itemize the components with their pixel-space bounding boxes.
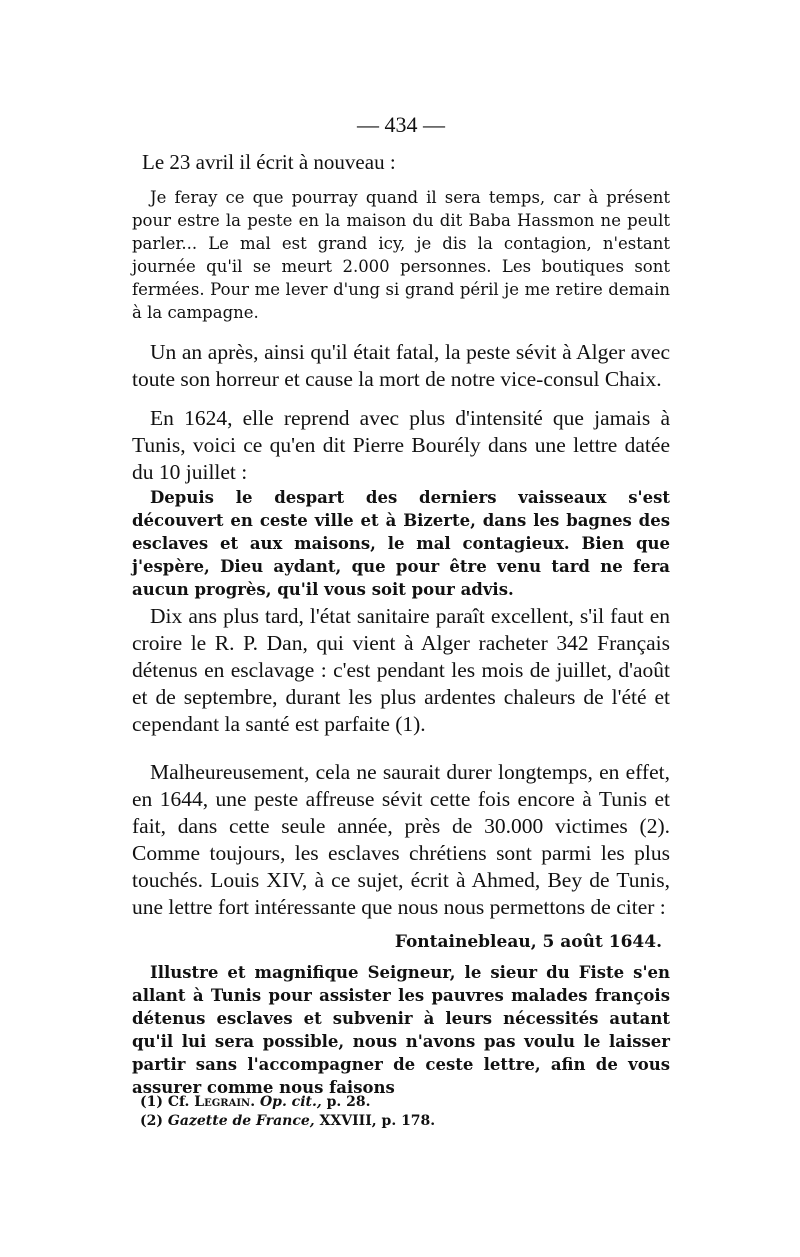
footnote-page: XXVIII, p. 178. bbox=[319, 1113, 436, 1129]
footnotes bbox=[140, 1093, 435, 1131]
paragraph-dan-visit: Dix ans plus tard, l'état sanitaire paraît excellent, s'il faut en croire le R. P. Dan, qui vient à Alger racheter 342 Français détenus en esclavage : c'est pendant les mois de juillet, d'août et de septembre, durant les plus ardentes chaleurs de l'été et cependant la santé est parfaite (1). bbox=[132, 604, 670, 736]
footnote-number: (1) bbox=[140, 1094, 163, 1110]
letter-dateline: Fontainebleau, 5 août 1644. bbox=[394, 932, 662, 952]
footnote-author: Legrain. bbox=[194, 1094, 256, 1110]
footnote-work: Gazette de France, bbox=[167, 1113, 315, 1129]
page-number: — 434 — bbox=[357, 112, 445, 137]
footnote-number: (2) bbox=[140, 1113, 163, 1129]
paragraph-tunis-1624: En 1624, elle reprend avec plus d'intensité que jamais à Tunis, voici ce qu'en dit Pierre Bourély dans une lettre datée du 10 juillet : bbox=[132, 406, 670, 484]
footnote-1 bbox=[140, 1093, 435, 1112]
footnote-page: p. 28. bbox=[326, 1094, 371, 1110]
paragraph-alger-plague: Un an après, ainsi qu'il était fatal, la peste sévit à Alger avec toute son horreur et cause la mort de notre vice-consul Chaix. bbox=[132, 340, 670, 391]
quote-letter-july: Depuis le despart des derniers vaisseaux s'est découvert en ceste ville et à Bizerte, dans les bagnes des esclaves et aux maisons, le mal contagieux. Bien que j'espère, Dieu aydant, que pour être venu tard ne fera aucun progrès, qu'il vous soit pour advis. bbox=[132, 488, 670, 599]
paragraph-1644-plague: Malheureusement, cela ne saurait durer longtemps, en effet, en 1644, une peste affreuse sévit cette fois encore à Tunis et fait, dans cette seule année, près de 30.000 victimes (2). Comme toujours, les esclaves chrétiens sont parmi les plus touchés. Louis XIV, à ce sujet, écrit à Ahmed, Bey de Tunis, une lettre fort intéressante que nous nous permettons de citer : bbox=[132, 760, 670, 919]
footnote-2 bbox=[140, 1112, 435, 1131]
footnote-work: Op. cit., bbox=[259, 1094, 322, 1110]
quote-louis-xiv-letter: Illustre et magnifique Seigneur, le sieur du Fiste s'en allant à Tunis pour assister les pauvres malades françois détenus esclaves et subvenir à leurs nécessités autant qu'il lui sera possible, nous n'avons pas voulu le laisser partir sans l'accompagner de ceste lettre, afin de vous assurer comme nous faisons bbox=[132, 963, 670, 1097]
footnote-prefix: Cf. bbox=[167, 1094, 190, 1110]
quote-letter-april: Je feray ce que pourray quand il sera temps, car à présent pour estre la peste en la maison du dit Baba Hassmon ne peult parler... Le mal est grand icy, je dis la contagion, n'estant journée qu'il se meurt 2.000 personnes. Les boutiques sont fermées. Pour me lever d'ung si grand péril je me retire demain à la campagne. bbox=[132, 188, 670, 322]
intro-line: Le 23 avril il écrit à nouveau : bbox=[142, 150, 396, 174]
